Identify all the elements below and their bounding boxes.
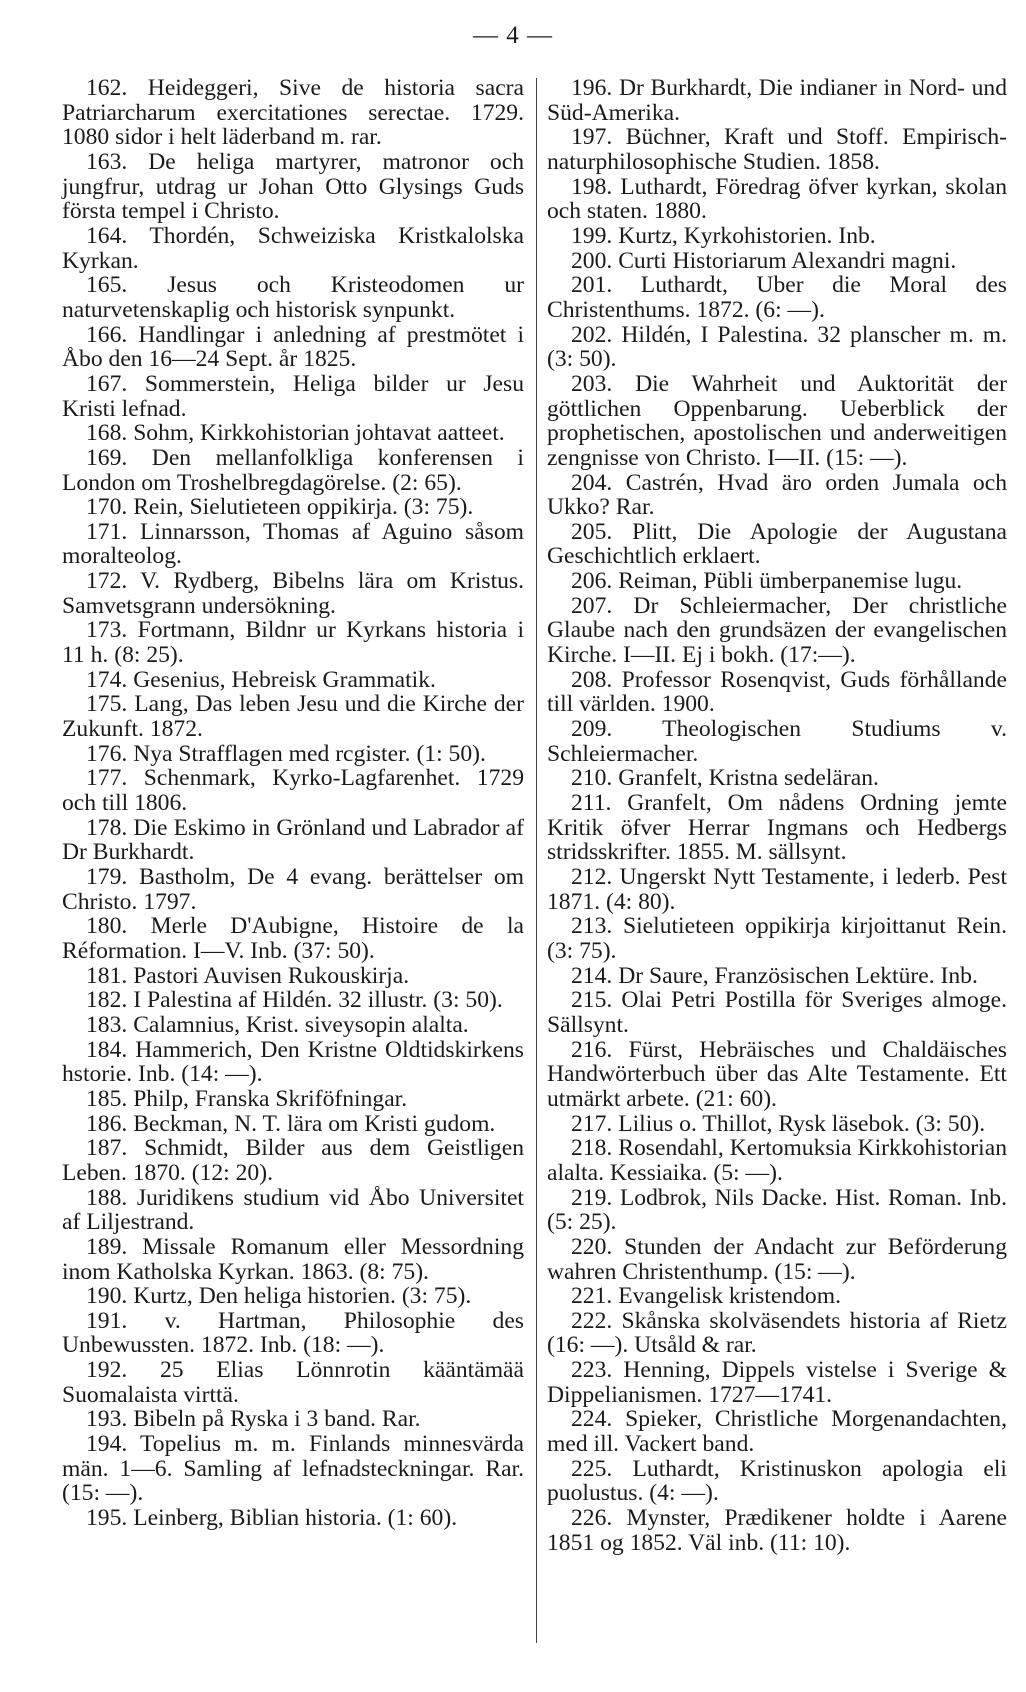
- catalog-entry: 171. Linnarsson, Thomas af Aguino såsom moralteolog.: [62, 518, 524, 570]
- catalog-entry: 176. Nya Strafflagen med rcgister. (1: 50).: [86, 740, 486, 767]
- catalog-entry: 168. Sohm, Kirkkohistorian johtavat aatteet.: [86, 420, 505, 447]
- catalog-entry: 197. Büchner, Kraft und Stoff. Empirisch-naturphilosophische Studien. 1858.: [547, 124, 1007, 175]
- catalog-entry: 222. Skånska skolväsendets historia af Rietz (16: —). Utsåld & rar.: [547, 1307, 1007, 1359]
- catalog-entry: 213. Sielutieteen oppikirja kirjoittanut Rein. (3: 75).: [547, 913, 1007, 964]
- catalog-entry: 167. Sommerstein, Heliga bilder ur Jesu Kristi lefnad.: [62, 370, 524, 422]
- catalog-entry: 209. Theologischen Studiums v. Schleiermacher.: [547, 716, 1007, 767]
- catalog-entry: 225. Luthardt, Kristinuskon apologia eli puolustus. (4: —).: [547, 1455, 1007, 1507]
- catalog-entry: 164. Thordén, Schweiziska Kristkalolska Kyrkan.: [62, 222, 524, 274]
- catalog-entry: 206. Reiman, Pübli ümberpanemise lugu.: [571, 568, 963, 595]
- catalog-entry: 211. Granfelt, Om nådens Ordning jemte Kritik öfver Herrar Ingmans och Hedbergs stridsskrifter. 1855. M. sällsynt.: [547, 790, 1007, 866]
- catalog-entry: 217. Lilius o. Thillot, Rysk läsebok. (3: 50).: [571, 1110, 986, 1137]
- catalog-entry: 165. Jesus och Kristeodomen ur naturvetenskaplig och historisk synpunkt.: [62, 272, 524, 323]
- catalog-entry: 175. Lang, Das leben Jesu und die Kirche der Zukunft. 1872.: [62, 691, 524, 743]
- catalog-entry: 180. Merle D'Aubigne, Histoire de la Réformation. I—V. Inb. (37: 50).: [62, 913, 524, 964]
- catalog-entry: 173. Fortmann, Bildnr ur Kyrkans historia i 11 h. (8: 25).: [62, 617, 524, 669]
- catalog-entry: 194. Topelius m. m. Finlands minnesvärda män. 1—6. Samling af lefnadsteckningar. Rar. (15: —).: [62, 1431, 524, 1507]
- catalog-entry: 185. Philp, Franska Skriföfningar.: [86, 1085, 408, 1112]
- catalog-entry: 215. Olai Petri Postilla för Sveriges almoge. Sällsynt.: [547, 987, 1007, 1038]
- catalog-entry: 189. Missale Romanum eller Messordning inom Katholska Kyrkan. 1863. (8: 75).: [62, 1233, 524, 1285]
- catalog-entry: 186. Beckman, N. T. lära om Kristi gudom.: [86, 1110, 496, 1137]
- catalog-entry: 214. Dr Saure, Französischen Lektüre. Inb.: [571, 962, 978, 989]
- catalog-entry: 196. Dr Burkhardt, Die indianer in Nord- und Süd-Amerika.: [547, 75, 1007, 126]
- catalog-entry: 187. Schmidt, Bilder aus dem Geistligen Leben. 1870. (12: 20).: [62, 1135, 524, 1186]
- catalog-entry: 203. Die Wahrheit und Auktorität der göttlichen Oppenbarung. Ueberblick der prophetischen, apostolischen und anderweitigen zengnisse von Christo. I—II. (15: —).: [547, 370, 1007, 471]
- catalog-entry: 212. Ungerskt Nytt Testamente, i lederb. Pest 1871. (4: 80).: [547, 864, 1007, 915]
- catalog-entry: 207. Dr Schleiermacher, Der christliche Glaube nach den grundsäzen der evangelischen Kirche. I—II. Ej i bokh. (17:—).: [547, 592, 1007, 669]
- catalog-entry: 190. Kurtz, Den heliga historien. (3: 75).: [86, 1283, 472, 1310]
- catalog-entry: 166. Handlingar i anledning af prestmötet i Åbo den 16—24 Sept. år 1825.: [62, 321, 524, 373]
- catalog-entry: 223. Henning, Dippels vistelse i Sverige & Dippelianismen. 1727—1741.: [547, 1357, 1007, 1408]
- catalog-entry: 202. Hildén, I Palestina. 32 planscher m. m. (3: 50).: [547, 321, 1007, 373]
- catalog-entry: 170. Rein, Sielutieteen oppikirja. (3: 75).: [86, 494, 474, 521]
- catalog-entry: 177. Schenmark, Kyrko-Lagfarenhet. 1729 och till 1806.: [62, 765, 524, 817]
- catalog-entry: 208. Professor Rosenqvist, Guds förhållande till världen. 1900.: [547, 666, 1007, 718]
- catalog-entry: 162. Heideggeri, Sive de historia sacra Patriarcharum exercitationes serectae. 1729. 1080 sidor i helt läderband m. rar.: [62, 75, 524, 151]
- catalog-entry: 169. Den mellanfolkliga konferensen i London om Troshelbregdagörelse. (2: 65).: [62, 444, 524, 496]
- catalog-entry: 218. Rosendahl, Kertomuksia Kirkkohistorian alalta. Kessiaika. (5: —).: [547, 1135, 1007, 1186]
- catalog-entry: 163. De heliga martyrer, matronor och jungfrur, utdrag ur Johan Otto Glysings Guds första tempel i Christo.: [62, 148, 524, 225]
- catalog-entry: 192. 25 Elias Lönnrotin kääntämää Suomalaista virttä.: [62, 1357, 524, 1408]
- catalog-entry: 193. Bibeln på Ryska i 3 band. Rar.: [86, 1406, 421, 1433]
- catalog-entry: 221. Evangelisk kristendom.: [571, 1283, 841, 1310]
- catalog-entry: 172. V. Rydberg, Bibelns lära om Kristus. Samvetsgrann undersökning.: [62, 568, 524, 619]
- catalog-entry: 205. Plitt, Die Apologie der Augustana Geschichtlich erklaert.: [547, 518, 1007, 570]
- catalog-entry: 226. Mynster, Prædikener holdte i Aarene 1851 og 1852. Väl inb. (11: 10).: [547, 1505, 1007, 1556]
- catalog-entry: 204. Castrén, Hvad äro orden Jumala och Ukko? Rar.: [547, 469, 1007, 521]
- catalog-entry: 224. Spieker, Christliche Morgenandachten, med ill. Vackert band.: [547, 1406, 1007, 1458]
- catalog-entry: 216. Fürst, Hebräisches und Chaldäisches Handwörterbuch über das Alte Testamente. Ett utmärkt arbete. (21: 60).: [547, 1036, 1007, 1112]
- catalog-entry: 198. Luthardt, Föredrag öfver kyrkan, skolan och staten. 1880.: [547, 173, 1007, 225]
- catalog-entry: 188. Juridikens studium vid Åbo Universitet af Liljestrand.: [62, 1184, 524, 1236]
- catalog-entry: 220. Stunden der Andacht zur Beförderung wahren Christenthump. (15: —).: [547, 1233, 1007, 1285]
- catalog-entry: 181. Pastori Auvisen Rukouskirja.: [86, 962, 410, 989]
- page-number: — 4 —: [473, 22, 553, 49]
- catalog-entry: 201. Luthardt, Uber die Moral des Christenthums. 1872. (6: —).: [547, 272, 1007, 323]
- catalog-entry: 174. Gesenius, Hebreisk Grammatik.: [86, 666, 436, 693]
- column-divider: [536, 78, 537, 1643]
- right-column: [547, 76, 1007, 1555]
- catalog-entry: 199. Kurtz, Kyrkohistorien. Inb.: [571, 222, 876, 249]
- catalog-entry: 191. v. Hartman, Philosophie des Unbewussten. 1872. Inb. (18: —).: [62, 1307, 524, 1359]
- catalog-entry: 200. Curti Historiarum Alexandri magni.: [571, 247, 957, 274]
- catalog-entry: 219. Lodbrok, Nils Dacke. Hist. Roman. Inb. (5: 25).: [547, 1184, 1007, 1236]
- catalog-entry: 182. I Palestina af Hildén. 32 illustr. (3: 50).: [86, 987, 503, 1014]
- catalog-entry: 195. Leinberg, Biblian historia. (1: 60).: [86, 1505, 458, 1532]
- catalog-entry: 184. Hammerich, Den Kristne Oldtidskirkens hstorie. Inb. (14: —).: [62, 1036, 524, 1088]
- left-column: [62, 76, 524, 1531]
- catalog-entry: 178. Die Eskimo in Grönland und Labrador af Dr Burkhardt.: [62, 814, 524, 866]
- catalog-entry: 210. Granfelt, Kristna sedeläran.: [571, 765, 879, 792]
- catalog-entry: 179. Bastholm, De 4 evang. berättelser om Christo. 1797.: [62, 864, 524, 915]
- catalog-entry: 183. Calamnius, Krist. siveysopin alalta.: [86, 1011, 469, 1038]
